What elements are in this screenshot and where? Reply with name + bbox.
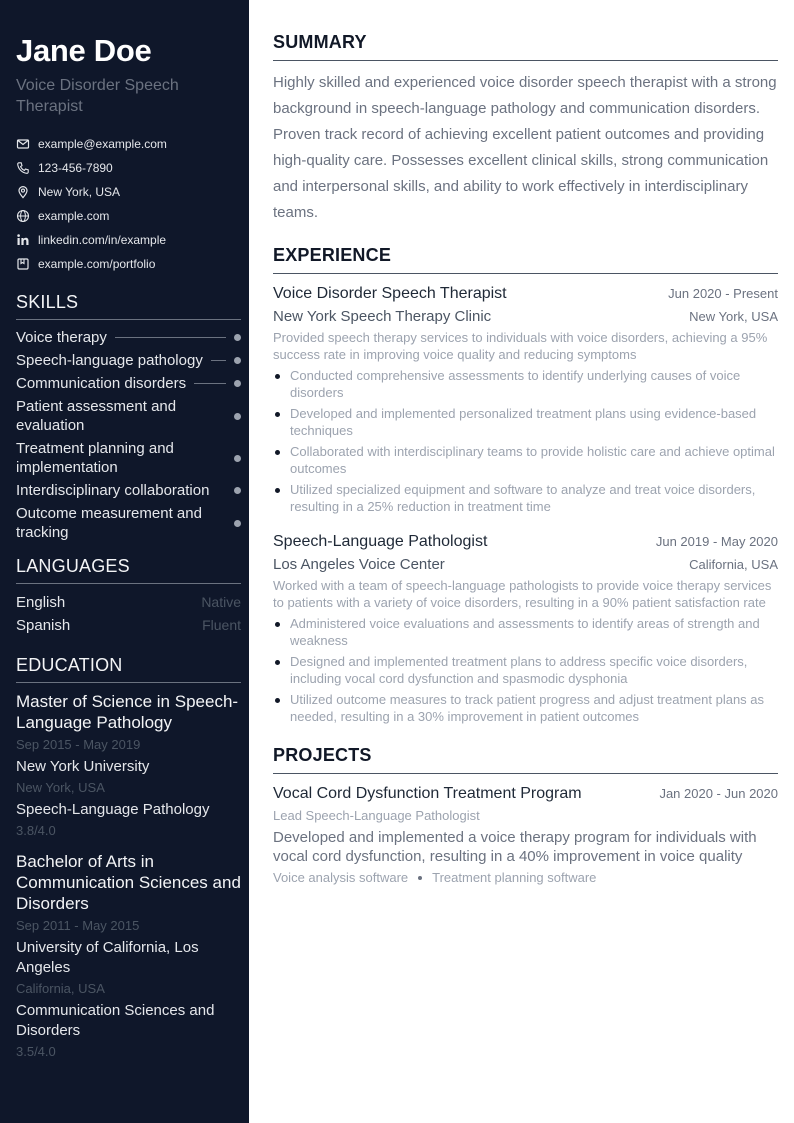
skill-connector xyxy=(211,360,226,361)
tag-separator xyxy=(418,876,422,880)
main-content xyxy=(273,31,778,885)
linkedin-icon xyxy=(16,233,30,247)
contact-portfolio-text: example.com/portfolio xyxy=(38,257,156,271)
job-bullet: Administered voice evaluations and assessments to identify areas of strength and weakness xyxy=(273,615,778,649)
job-description: Provided speech therapy services to individuals with voice disorders, achieving a 95% success rate in improving voice quality and reducing symptoms xyxy=(273,330,768,362)
skill-connector xyxy=(115,337,226,338)
skill-dot xyxy=(234,357,241,364)
contact-email[interactable] xyxy=(16,132,241,156)
project-dates: Jan 2020 - Jun 2020 xyxy=(659,786,778,801)
education-dates: Sep 2015 - May 2019 xyxy=(16,737,141,752)
languages-heading: LANGUAGES xyxy=(16,555,241,584)
language-level: Fluent xyxy=(202,617,241,633)
contact-phone[interactable] xyxy=(16,156,241,180)
skill-dot xyxy=(234,413,241,420)
education-location: New York, USA xyxy=(16,780,105,795)
education-heading: EDUCATION xyxy=(16,654,241,683)
skills-list xyxy=(16,328,241,542)
skill-connector xyxy=(194,383,226,384)
contact-phone-text: 123-456-7890 xyxy=(38,161,113,175)
language-name: Spanish xyxy=(16,617,71,634)
education-school: University of California, Los Angeles xyxy=(16,939,199,976)
sidebar xyxy=(0,0,249,1123)
phone-icon xyxy=(16,161,30,175)
contact-email-text: example@example.com xyxy=(38,137,167,151)
job-dates: Jun 2020 - Present xyxy=(668,286,778,301)
contact-portfolio[interactable] xyxy=(16,252,241,276)
job-bullets xyxy=(273,615,778,725)
job-bullet: Utilized specialized equipment and software to analyze and treat voice disorders, resulting in a 25% reduction in treatment time xyxy=(273,481,778,515)
experience-heading: EXPERIENCE xyxy=(273,244,778,274)
skill-item xyxy=(16,374,241,393)
skill-label: Voice therapy xyxy=(16,329,107,346)
candidate-name: Jane Doe xyxy=(16,33,152,68)
education-location: California, USA xyxy=(16,981,105,996)
education-item xyxy=(16,691,241,839)
globe-icon xyxy=(16,209,30,223)
skill-dot xyxy=(234,487,241,494)
project-description: Developed and implemented a voice therapy program for individuals with vocal cord dysfunction, resulting in a 40% improvement in voice quality xyxy=(273,829,757,865)
language-level: Native xyxy=(201,594,241,610)
job-location: New York, USA xyxy=(689,309,778,324)
skill-item xyxy=(16,328,241,347)
contact-website-text: example.com xyxy=(38,209,110,223)
project-entry xyxy=(273,783,778,885)
candidate-title: Voice Disorder Speech Therapist xyxy=(16,77,179,115)
job-description: Worked with a team of speech-language pathologists to provide voice therapy services to patients with a variety of voice disorders, resulting in a 90% patient satisfaction rate xyxy=(273,578,772,610)
job-title: Voice Disorder Speech Therapist xyxy=(273,285,507,302)
contact-linkedin[interactable] xyxy=(16,228,241,252)
contact-list xyxy=(16,132,241,276)
job-entry xyxy=(273,283,778,515)
portfolio-icon xyxy=(16,257,30,271)
skill-label: Interdisciplinary collaboration xyxy=(16,482,210,499)
skill-item xyxy=(16,481,241,500)
education-field: Communication Sciences and Disorders xyxy=(16,1002,215,1039)
skills-heading: SKILLS xyxy=(16,291,241,320)
job-entry xyxy=(273,531,778,725)
project-tags xyxy=(273,870,778,885)
skill-dot xyxy=(234,520,241,527)
education-item xyxy=(16,851,241,1060)
skill-dot xyxy=(234,455,241,462)
projects-heading: PROJECTS xyxy=(273,744,778,774)
education-gpa: 3.5/4.0 xyxy=(16,1044,56,1059)
job-company: New York Speech Therapy Clinic xyxy=(273,308,492,325)
education-gpa: 3.8/4.0 xyxy=(16,823,56,838)
education-list xyxy=(16,691,241,1060)
job-bullet: Conducted comprehensive assessments to identify underlying causes of voice disorders xyxy=(273,367,778,401)
skill-label: Outcome measurement and tracking xyxy=(16,505,202,541)
job-bullet: Collaborated with interdisciplinary teams to provide holistic care and achieve optimal outcomes xyxy=(273,443,778,477)
skill-label: Speech-language pathology xyxy=(16,352,203,369)
job-company: Los Angeles Voice Center xyxy=(273,556,445,573)
location-icon xyxy=(16,185,30,199)
education-degree: Master of Science in Speech-Language Pathology xyxy=(16,692,239,732)
summary-heading: SUMMARY xyxy=(273,31,778,61)
project-tag: Treatment planning software xyxy=(432,870,597,885)
job-bullets xyxy=(273,367,778,515)
project-role: Lead Speech-Language Pathologist xyxy=(273,808,480,823)
skill-dot xyxy=(234,380,241,387)
languages-list xyxy=(16,593,241,635)
job-title: Speech-Language Pathologist xyxy=(273,533,488,550)
education-dates: Sep 2011 - May 2015 xyxy=(16,918,140,933)
job-bullet: Utilized outcome measures to track patient progress and adjust treatment plans as needed, resulting in a 30% improvement in patient outcomes xyxy=(273,691,778,725)
language-item xyxy=(16,616,241,635)
job-bullet: Developed and implemented personalized treatment plans using evidence-based techniques xyxy=(273,405,778,439)
education-school: New York University xyxy=(16,758,150,775)
skill-label: Communication disorders xyxy=(16,375,187,392)
job-dates: Jun 2019 - May 2020 xyxy=(655,534,778,549)
education-degree: Bachelor of Arts in Communication Sciences and Disorders xyxy=(16,852,241,913)
contact-website[interactable] xyxy=(16,204,241,228)
skill-item xyxy=(16,439,241,477)
project-tag: Voice analysis software xyxy=(273,870,409,885)
skill-label: Patient assessment and evaluation xyxy=(16,398,177,434)
summary-text: Highly skilled and experienced voice disorder speech therapist with a strong background in speech-language pathology and communication disorders. Proven track record of achieving excellent patient outcomes and providing high-quality care. Possesses excellent clinical skills, strong communication and interpersonal skills, and ability to work effectively in interdisciplinary teams. xyxy=(273,74,777,221)
project-title: Vocal Cord Dysfunction Treatment Program xyxy=(273,785,582,802)
job-bullet: Designed and implemented treatment plans to address specific voice disorders, including vocal cord dysfunction and spasmodic dysphonia xyxy=(273,653,778,687)
skill-item xyxy=(16,504,241,542)
skill-dot xyxy=(234,334,241,341)
contact-location-text: New York, USA xyxy=(38,185,121,199)
language-name: English xyxy=(16,594,66,611)
contact-linkedin-text: linkedin.com/in/example xyxy=(38,233,167,247)
education-field: Speech-Language Pathology xyxy=(16,801,210,818)
skill-item xyxy=(16,351,241,370)
email-icon xyxy=(16,137,30,151)
job-location: California, USA xyxy=(689,557,778,572)
skill-label: Treatment planning and implementation xyxy=(16,440,174,476)
language-item xyxy=(16,593,241,612)
contact-location xyxy=(16,180,241,204)
skill-item xyxy=(16,397,241,435)
